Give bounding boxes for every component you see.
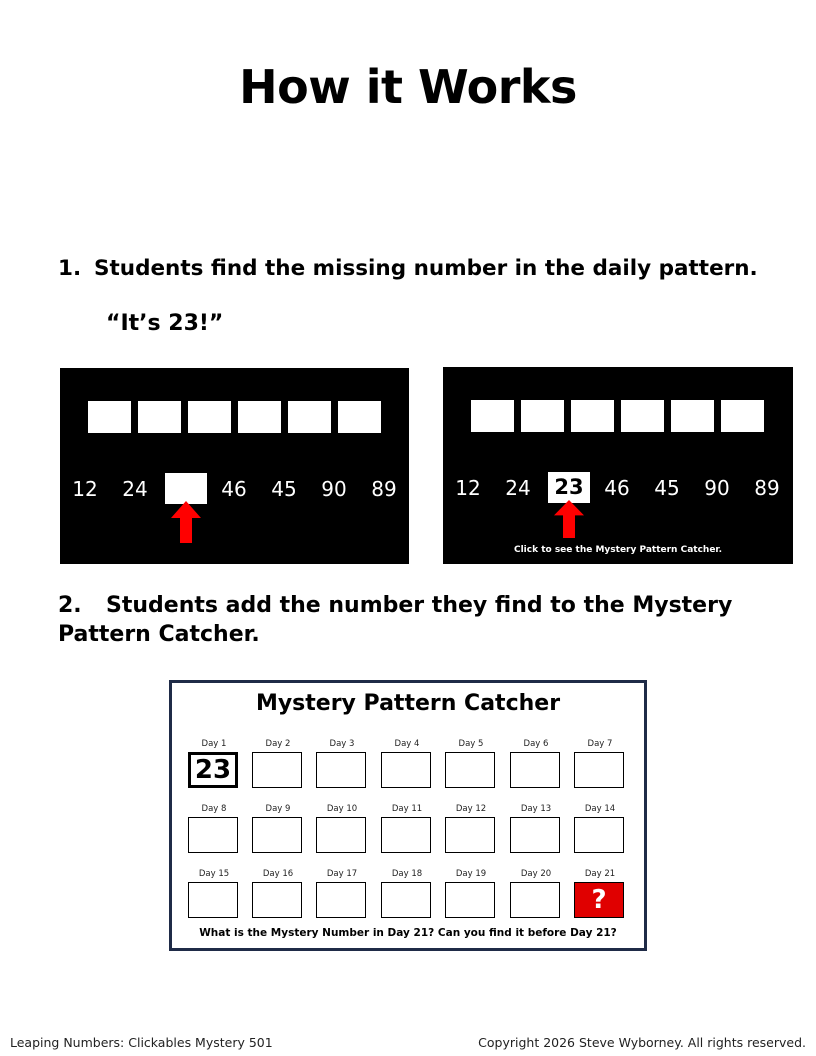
day-cell (316, 869, 368, 918)
day-box[interactable] (316, 817, 366, 853)
day-box[interactable] (252, 882, 302, 918)
blank-box (521, 400, 564, 432)
sequence-number: 24 (505, 476, 531, 500)
day-box[interactable] (574, 817, 624, 853)
blank-box (721, 400, 764, 432)
sequence-number: 90 (704, 476, 730, 500)
answer-box: 23 (548, 472, 590, 503)
day-box[interactable] (510, 752, 560, 788)
answer-quote: “It’s 23!” (106, 311, 224, 336)
day-cell (252, 739, 304, 788)
day-label: Day 6 (523, 739, 549, 749)
day-label: Day 7 (587, 739, 613, 749)
sequence-number: 12 (72, 477, 98, 501)
missing-number-box[interactable] (165, 473, 207, 504)
sequence-number: 46 (604, 476, 630, 500)
pattern-sequence (60, 473, 409, 506)
day-cell (381, 739, 433, 788)
step-2-text: Students add the number they find to the Mystery Pattern Catcher. (58, 593, 733, 647)
day-cell (445, 869, 497, 918)
blank-box-row (471, 400, 764, 432)
day-cell (381, 804, 433, 853)
day-box[interactable] (445, 882, 495, 918)
day-label: Day 1 (201, 739, 227, 749)
blank-box (238, 401, 281, 433)
day-label: Day 5 (458, 739, 484, 749)
day-box[interactable] (188, 882, 238, 918)
sequence-number: 24 (122, 477, 148, 501)
blank-box (188, 401, 231, 433)
sequence-number: 90 (321, 477, 347, 501)
day-label: Day 17 (326, 869, 358, 879)
day-label: Day 19 (455, 869, 487, 879)
footer-copyright: Copyright 2026 Steve Wyborney. All rights reserved. (478, 1035, 806, 1050)
day-label: Day 18 (391, 869, 423, 879)
day-label: Day 15 (198, 869, 230, 879)
day-box[interactable] (381, 752, 431, 788)
catcher-title: Mystery Pattern Catcher (255, 691, 561, 716)
day-box[interactable]: 23 (188, 752, 238, 788)
slide-revealed-number (443, 367, 793, 564)
day-cell (252, 869, 304, 918)
step-2-number: 2. (58, 593, 82, 618)
day-cell (510, 739, 562, 788)
day-cell (188, 739, 240, 788)
day-label: Day 21 (584, 869, 616, 879)
day-cell (445, 804, 497, 853)
day-box[interactable] (316, 882, 366, 918)
day-box[interactable] (445, 752, 495, 788)
blank-box (138, 401, 181, 433)
day-label: Day 3 (329, 739, 355, 749)
blank-box (671, 400, 714, 432)
day-label: Day 8 (201, 804, 227, 814)
day-box[interactable] (316, 752, 366, 788)
day-cell (510, 804, 562, 853)
day-label: Day 10 (326, 804, 358, 814)
day-label: Day 16 (262, 869, 294, 879)
catcher-question: What is the Mystery Number in Day 21? Can you find it before Day 21? (199, 927, 617, 939)
day-cell (510, 869, 562, 918)
page-title: How it Works (239, 60, 577, 114)
day-box[interactable] (510, 882, 560, 918)
day-label: Day 2 (265, 739, 291, 749)
step-1-text: Students find the missing number in the daily pattern. (94, 256, 758, 281)
day-label: Day 13 (520, 804, 552, 814)
day-cell (381, 869, 433, 918)
blank-box (338, 401, 381, 433)
day-label: Day 14 (584, 804, 616, 814)
step-2 (58, 591, 788, 649)
sequence-number: 89 (754, 476, 780, 500)
blank-box-row (88, 401, 381, 433)
day-label: Day 20 (520, 869, 552, 879)
day-box[interactable] (574, 752, 624, 788)
day-label: Day 9 (265, 804, 291, 814)
slide-missing-number (60, 368, 409, 564)
sequence-number: 46 (221, 477, 247, 501)
mystery-catcher-link[interactable]: Click to see the Mystery Pattern Catcher. (513, 545, 723, 555)
footer-title: Leaping Numbers: Clickables Mystery 501 (10, 1035, 273, 1050)
sequence-number: 89 (371, 477, 397, 501)
sequence-number: 12 (455, 476, 481, 500)
mystery-pattern-catcher (169, 680, 647, 951)
step-1-number: 1. (58, 256, 82, 281)
day-label: Day 12 (455, 804, 487, 814)
day-box[interactable] (252, 817, 302, 853)
day-box[interactable] (381, 817, 431, 853)
day-cell (574, 804, 626, 853)
red-arrow-icon (171, 501, 201, 543)
blank-box (571, 400, 614, 432)
day-cell (445, 739, 497, 788)
day-box[interactable] (188, 817, 238, 853)
step-1 (58, 254, 798, 283)
day-cell (574, 739, 626, 788)
blank-box (88, 401, 131, 433)
day-cell (252, 804, 304, 853)
day-label: Day 4 (394, 739, 420, 749)
day-box[interactable] (445, 817, 495, 853)
sequence-number: 45 (271, 477, 297, 501)
day-cell (316, 739, 368, 788)
day-cell (188, 804, 240, 853)
day-cell (316, 804, 368, 853)
pattern-sequence (443, 472, 793, 505)
day-box[interactable] (381, 882, 431, 918)
blank-box (471, 400, 514, 432)
red-arrow-icon (554, 500, 584, 538)
day-cell (574, 869, 626, 918)
day-label: Day 11 (391, 804, 423, 814)
day-box[interactable] (510, 817, 560, 853)
mystery-day-box[interactable]: ? (574, 882, 624, 918)
blank-box (288, 401, 331, 433)
blank-box (621, 400, 664, 432)
day-cell (188, 869, 240, 918)
day-box[interactable] (252, 752, 302, 788)
sequence-number: 45 (654, 476, 680, 500)
